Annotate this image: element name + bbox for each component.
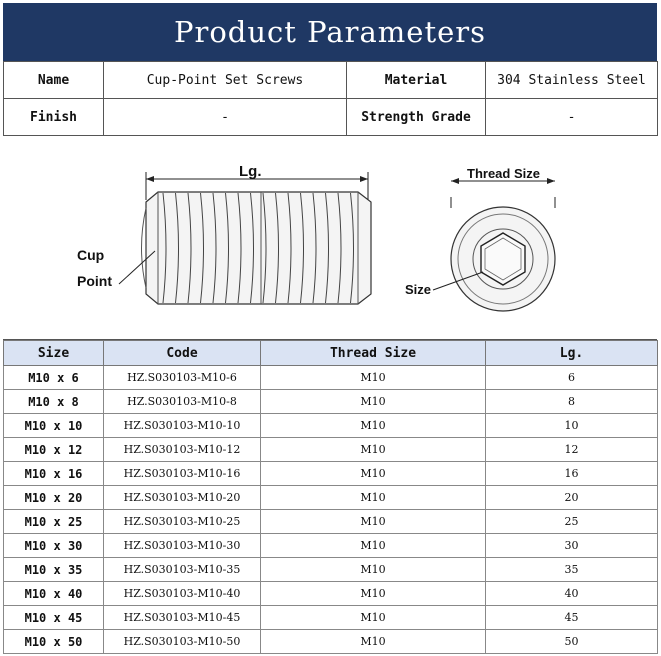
hex-size-label: Size bbox=[405, 282, 432, 297]
length-arrow-left bbox=[146, 176, 154, 182]
size-cell: M10 x 50 bbox=[4, 630, 104, 654]
thread-size-cell: M10 bbox=[261, 534, 486, 558]
table-row bbox=[4, 630, 658, 654]
length-cell: 45 bbox=[486, 606, 658, 630]
code-cell: HZ.S030103-M10-40 bbox=[104, 582, 261, 606]
length-cell: 20 bbox=[486, 486, 658, 510]
table-row bbox=[4, 534, 658, 558]
code-cell: HZ.S030103-M10-12 bbox=[104, 438, 261, 462]
length-cell: 6 bbox=[486, 366, 658, 390]
size-cell: M10 x 30 bbox=[4, 534, 104, 558]
table-row bbox=[4, 582, 658, 606]
size-cell: M10 x 16 bbox=[4, 462, 104, 486]
code-cell: HZ.S030103-M10-45 bbox=[104, 606, 261, 630]
params-row-finish bbox=[4, 99, 658, 136]
params-row-name bbox=[4, 62, 658, 99]
thread-size-label: Thread Size bbox=[467, 166, 540, 181]
name-value: Cup-Point Set Screws bbox=[104, 62, 347, 99]
length-cell: 35 bbox=[486, 558, 658, 582]
size-cell: M10 x 45 bbox=[4, 606, 104, 630]
table-row bbox=[4, 486, 658, 510]
header-size: Size bbox=[4, 341, 104, 366]
screw-drawing-svg bbox=[3, 136, 657, 340]
thread-size-cell: M10 bbox=[261, 462, 486, 486]
table-row bbox=[4, 390, 658, 414]
thread-size-cell: M10 bbox=[261, 438, 486, 462]
code-cell: HZ.S030103-M10-16 bbox=[104, 462, 261, 486]
strength-label: Strength Grade bbox=[347, 99, 486, 136]
finish-label: Finish bbox=[4, 99, 104, 136]
length-cell: 16 bbox=[486, 462, 658, 486]
length-label: Lg. bbox=[239, 163, 262, 180]
header-thread-size: Thread Size bbox=[261, 341, 486, 366]
thread-arrow-left bbox=[451, 178, 459, 184]
size-cell: M10 x 25 bbox=[4, 510, 104, 534]
cup-label: Cup bbox=[77, 247, 105, 263]
table-row bbox=[4, 510, 658, 534]
code-cell: HZ.S030103-M10-35 bbox=[104, 558, 261, 582]
screw-end-view bbox=[451, 207, 555, 311]
table-row bbox=[4, 462, 658, 486]
table-row bbox=[4, 558, 658, 582]
length-cell: 8 bbox=[486, 390, 658, 414]
length-cell: 10 bbox=[486, 414, 658, 438]
name-label: Name bbox=[4, 62, 104, 99]
table-row bbox=[4, 438, 658, 462]
length-arrow-right bbox=[360, 176, 368, 182]
header-length: Lg. bbox=[486, 341, 658, 366]
length-cell: 50 bbox=[486, 630, 658, 654]
size-cell: M10 x 12 bbox=[4, 438, 104, 462]
thread-arrow-right bbox=[547, 178, 555, 184]
table-row bbox=[4, 414, 658, 438]
thread-size-cell: M10 bbox=[261, 366, 486, 390]
page-title: Product Parameters bbox=[3, 3, 657, 61]
header-code: Code bbox=[104, 341, 261, 366]
code-cell: HZ.S030103-M10-6 bbox=[104, 366, 261, 390]
size-table bbox=[3, 340, 658, 654]
thread-size-cell: M10 bbox=[261, 486, 486, 510]
thread-size-cell: M10 bbox=[261, 390, 486, 414]
size-cell: M10 x 10 bbox=[4, 414, 104, 438]
table-row bbox=[4, 606, 658, 630]
thread-size-cell: M10 bbox=[261, 630, 486, 654]
material-value: 304 Stainless Steel bbox=[486, 62, 658, 99]
technical-drawing bbox=[3, 136, 657, 340]
thread-size-cell: M10 bbox=[261, 414, 486, 438]
code-cell: HZ.S030103-M10-10 bbox=[104, 414, 261, 438]
thread-size-cell: M10 bbox=[261, 558, 486, 582]
finish-value: - bbox=[104, 99, 347, 136]
length-cell: 40 bbox=[486, 582, 658, 606]
length-cell: 12 bbox=[486, 438, 658, 462]
table-row bbox=[4, 366, 658, 390]
thread-size-cell: M10 bbox=[261, 582, 486, 606]
code-cell: HZ.S030103-M10-30 bbox=[104, 534, 261, 558]
thread-size-cell: M10 bbox=[261, 510, 486, 534]
point-label: Point bbox=[77, 273, 112, 289]
size-cell: M10 x 40 bbox=[4, 582, 104, 606]
code-cell: HZ.S030103-M10-8 bbox=[104, 390, 261, 414]
product-parameters-table bbox=[3, 61, 658, 136]
length-cell: 25 bbox=[486, 510, 658, 534]
thread-size-cell: M10 bbox=[261, 606, 486, 630]
code-cell: HZ.S030103-M10-50 bbox=[104, 630, 261, 654]
code-cell: HZ.S030103-M10-25 bbox=[104, 510, 261, 534]
strength-value: - bbox=[486, 99, 658, 136]
size-table-header bbox=[4, 341, 658, 366]
size-cell: M10 x 20 bbox=[4, 486, 104, 510]
code-cell: HZ.S030103-M10-20 bbox=[104, 486, 261, 510]
length-cell: 30 bbox=[486, 534, 658, 558]
size-cell: M10 x 35 bbox=[4, 558, 104, 582]
material-label: Material bbox=[347, 62, 486, 99]
screw-side-view bbox=[142, 192, 372, 304]
size-cell: M10 x 6 bbox=[4, 366, 104, 390]
size-cell: M10 x 8 bbox=[4, 390, 104, 414]
